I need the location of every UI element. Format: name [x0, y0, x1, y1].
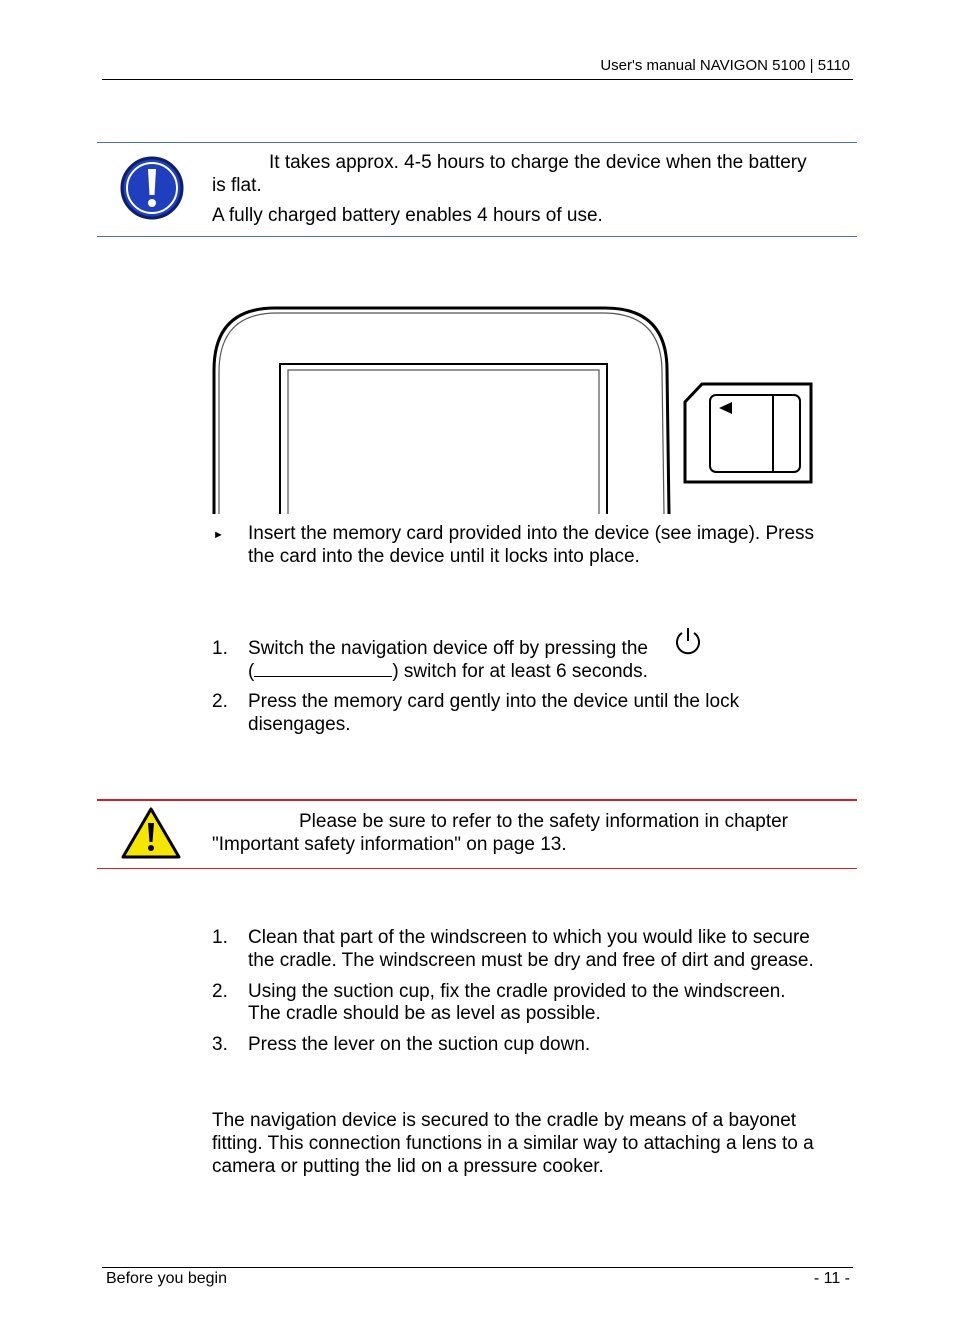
footer-rule: [102, 1267, 853, 1268]
info-note-line-2: is flat.: [212, 175, 262, 196]
remove-step-1-number: 1.: [212, 638, 228, 659]
bayonet-paragraph-line-3: camera or putting the lid on a pressure cooker.: [212, 1156, 604, 1177]
cradle-step-3-line-1: Press the lever on the suction cup down.: [248, 1034, 591, 1055]
footer-section-title: Before you begin: [106, 1270, 227, 1287]
info-note-line-1: It takes approx. 4-5 hours to charge the device when the battery: [269, 152, 807, 173]
remove-step-1-line-2-text: ) switch for at least 6 seconds.: [392, 661, 648, 682]
cradle-step-2-line-1: Using the suction cup, fix the cradle provided to the windscreen.: [248, 981, 786, 1002]
cradle-step-1-number: 1.: [212, 927, 228, 948]
header-rule: [102, 79, 853, 80]
cradle-step-2-number: 2.: [212, 981, 228, 1002]
remove-step-2-line-2: disengages.: [248, 714, 351, 735]
cradle-step-1-line-2: the cradle. The windscreen must be dry and free of dirt and grease.: [248, 950, 814, 971]
insert-step-line-1: Insert the memory card provided into the device (see image). Press: [248, 523, 815, 544]
insert-step-line-2: the card into the device until it locks into place.: [248, 546, 640, 567]
remove-step-2-line-1: Press the memory card gently into the device until the lock: [248, 691, 740, 712]
warning-note-line-1: Please be sure to refer to the safety information in chapter: [299, 811, 788, 832]
cradle-step-2-line-2: The cradle should be as level as possible.: [248, 1003, 601, 1024]
exclamation-icon: [120, 156, 184, 220]
running-header: User's manual NAVIGON 5100 | 5110: [600, 57, 850, 74]
cradle-step-3-number: 3.: [212, 1034, 228, 1055]
remove-step-1-line-1: Switch the navigation device off by pressing the: [248, 638, 648, 659]
footer-page-number: - 11 -: [813, 1270, 850, 1287]
info-note-line-3: A fully charged battery enables 4 hours of use.: [212, 205, 603, 226]
power-button-icon: [673, 626, 703, 656]
blank-fill-in-line: [254, 662, 392, 677]
bayonet-paragraph-line-1: The navigation device is secured to the cradle by means of a bayonet: [212, 1110, 797, 1131]
open-paren: (: [248, 661, 255, 682]
bullet-arrow-icon: ►: [213, 529, 224, 541]
bayonet-paragraph-line-2: fitting. This connection functions in a similar way to attaching a lens to a: [212, 1133, 814, 1154]
warning-triangle-icon: [120, 806, 182, 860]
remove-step-2-number: 2.: [212, 691, 228, 712]
cradle-step-1-line-1: Clean that part of the windscreen to which you would like to secure: [248, 927, 810, 948]
remove-step-1-line-2: [248, 660, 853, 683]
warning-note-line-2: "Important safety information" on page 13.: [212, 834, 567, 855]
device-and-memory-card-illustration: [205, 300, 825, 516]
